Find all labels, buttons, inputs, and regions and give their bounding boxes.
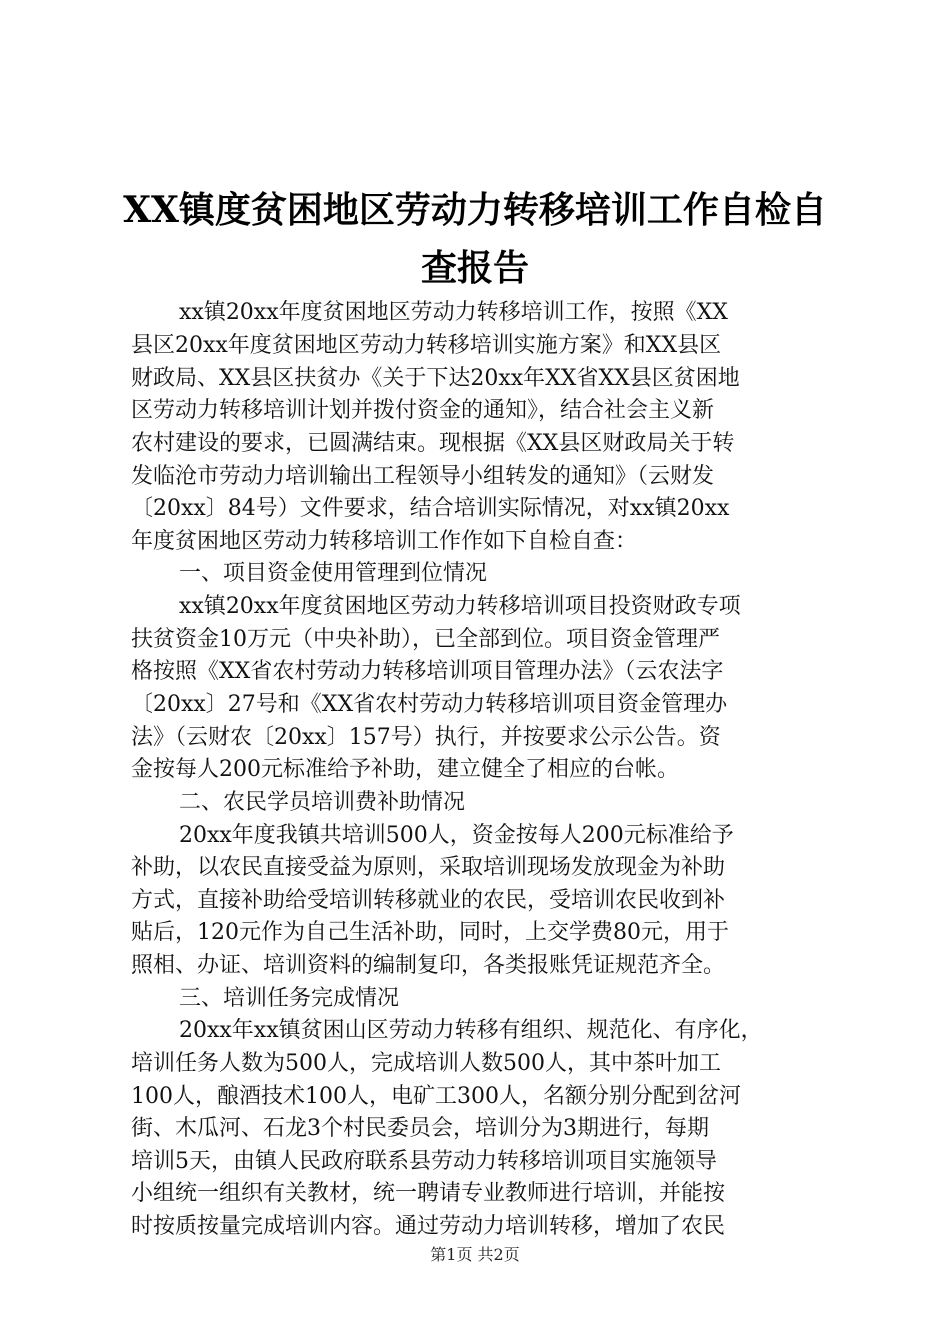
paragraph-section-1-line: 〔20xx〕27号和《XX省农村劳动力转移培训项目资金管理办 (131, 692, 728, 717)
paragraph-section-3-line: 20xx年xx镇贫困山区劳动力转移有组织、规范化、有序化， (179, 1018, 763, 1043)
paragraph-section-3-line: 街、木瓜河、石龙3个村民委员会，培训分为3期进行，每期 (131, 1116, 709, 1141)
section-heading-3: 三、培训任务完成情况 (179, 986, 400, 1011)
paragraph-section-1-line: 法》（云财农〔20xx〕157号）执行，并按要求公示公告。资 (131, 725, 721, 750)
paragraph-section-2-line: 方式，直接补助给受培训转移就业的农民，受培训农民收到补 (131, 888, 726, 913)
section-heading-2: 二、农民学员培训费补助情况 (179, 790, 466, 815)
paragraph-intro-line: xx镇20xx年度贫困地区劳动力转移培训工作，按照《XX (179, 300, 728, 325)
paragraph-section-2-line: 补助，以农民直接受益为原则，采取培训现场发放现金为补助 (131, 855, 726, 880)
paragraph-intro-line: 年度贫困地区劳动力转移培训工作作如下自检自查： (131, 529, 638, 554)
paragraph-section-1-line: xx镇20xx年度贫困地区劳动力转移培训项目投资财政专项 (179, 594, 741, 619)
paragraph-section-3-line: 培训5天，由镇人民政府联系县劳动力转移培训项目实施领导 (131, 1149, 717, 1174)
paragraph-section-2-line: 贴后，120元作为自己生活补助，同时，上交学费80元，用于 (131, 920, 729, 945)
paragraph-section-1-line: 金按每人200元标准给予补助，建立健全了相应的台帐。 (131, 757, 679, 782)
section-heading-1: 一、项目资金使用管理到位情况 (179, 561, 488, 586)
paragraph-intro-line: 〔20xx〕84号）文件要求，结合培训实际情况，对xx镇20xx (131, 496, 730, 521)
paragraph-section-3-line: 100人，酿酒技术100人，电矿工300人，名额分别分配到岔河 (131, 1084, 741, 1109)
document-title-line-2: 查报告 (420, 247, 529, 289)
document-title-line-1: XX镇度贫困地区劳动力转移培训工作自检自 (123, 189, 827, 231)
paragraph-intro-line: 县区20xx年度贫困地区劳动力转移培训实施方案》和XX县区 (131, 333, 722, 358)
paragraph-section-2-line: 20xx年度我镇共培训500人，资金按每人200元标准给予 (179, 823, 734, 848)
paragraph-intro-line: 农村建设的要求，已圆满结束。现根据《XX县区财政局关于转 (131, 431, 735, 456)
paragraph-intro-line: 区劳动力转移培训计划并拨付资金的通知》，结合社会主义新 (131, 398, 715, 423)
page-number-footer: 第1页 共2页 (430, 1245, 520, 1264)
paragraph-section-1-line: 扶贫资金10万元（中央补助），已全部到位。项目资金管理严 (131, 627, 720, 652)
paragraph-section-3-line: 时按质按量完成培训内容。通过劳动力培训转移，增加了农民 (131, 1214, 726, 1239)
paragraph-section-2-line: 照相、办证、培训资料的编制复印，各类报账凭证规范齐全。 (131, 953, 726, 978)
paragraph-intro-line: 财政局、XX县区扶贫办《关于下达20xx年XX省XX县区贫困地 (131, 366, 740, 391)
paragraph-section-1-line: 格按照《XX省农村劳动力转移培训项目管理办法》（云农法字 (131, 659, 724, 684)
paragraph-section-3-line: 小组统一组织有关教材，统一聘请专业教师进行培训，并能按 (131, 1181, 726, 1206)
paragraph-intro-line: 发临沧市劳动力培训输出工程领导小组转发的通知》（云财发 (131, 464, 715, 489)
paragraph-section-3-line: 培训任务人数为500人，完成培训人数500人，其中茶叶加工 (131, 1051, 721, 1076)
